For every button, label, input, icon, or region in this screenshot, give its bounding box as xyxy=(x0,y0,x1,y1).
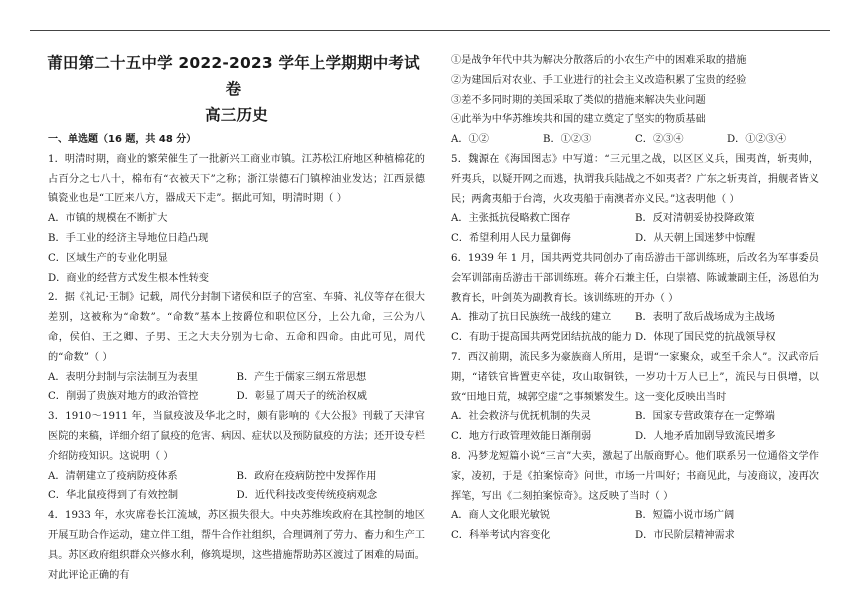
right-column xyxy=(451,51,819,546)
option-b: B．反对清朝妥协投降政策 xyxy=(635,213,755,225)
question-1 xyxy=(48,150,425,289)
question-4-continued xyxy=(451,51,819,150)
question-stem: 2．据《礼记·王制》记载，周代分封制下诸侯和臣子的宫室、车骑、礼仪等存在很大差别，这被称为“命数”。“命数”基本上按爵位和职位区分，上公九命，三公为八命，侯伯、王之卿、子男、王之大夫分别为七命、五命和四命。由此可见，周代的“命数”（ ） xyxy=(48,292,425,363)
options-row xyxy=(451,407,819,427)
question-2 xyxy=(48,288,425,407)
options-row xyxy=(451,328,819,348)
option-c: C．有助于提高国共两党团结抗战的能力 xyxy=(451,332,632,344)
question-stem: 4．1933 年，水灾席卷长江流域，苏区损失很大。中央苏维埃政府在其控制的地区开展互助合作运动，建立伴工组，帮牛合作社组织，合理调剂了劳力、畜力和生产工具。苏区政府组织群众兴修水利，修筑堤坝，这些措施帮助苏区渡过了困难的局面。对此评论正确的有 xyxy=(48,510,425,581)
option-c: C．区域生产的专业化明显 xyxy=(48,252,168,264)
option-d: D．人地矛盾加剧导致流民增多 xyxy=(635,431,776,443)
question-5 xyxy=(451,150,819,249)
option-d: D．市民阶层精神需求 xyxy=(635,530,735,542)
option-b: B．政府在疫病防控中发挥作用 xyxy=(236,470,377,482)
question-stem: 8．冯梦龙短篇小说“三言”大卖，激起了出版商野心。他们联系另一位通俗文学作家，凌初，于是《拍案惊奇》问世，市场一片叫好；书商见此，与凌商议，凌再次挥笔，写出《二刻拍案惊奇》。这反映了当时（ ） xyxy=(451,450,819,502)
option-b: B．产生于儒家三纲五常思想 xyxy=(236,371,367,383)
option-d: D．彰显了周天子的统治权威 xyxy=(236,391,367,403)
options-row xyxy=(48,467,425,487)
exam-subtitle: 高三历史 xyxy=(205,106,268,124)
statement-1: ①是战争年代中共为解决分散落后的小农生产中的困难采取的措施 xyxy=(451,55,747,66)
statement-2: ②为建国后对农业、手工业进行的社会主义改造积累了宝贵的经验 xyxy=(451,74,747,86)
option-a: A．商人文化眼光敏锐 xyxy=(451,510,551,522)
option-d: D．①②③④ xyxy=(727,134,787,146)
options-row xyxy=(451,526,819,546)
option-d: D．商业的经营方式发生根本性转变 xyxy=(48,272,209,284)
options-row xyxy=(48,368,425,388)
option-a: A．①② xyxy=(451,134,489,146)
option-a: A．市镇的规模在不断扩大 xyxy=(48,213,168,225)
option-b: B．手工业的经济主导地位日趋凸现 xyxy=(48,232,209,244)
option-d: D．近代科技改变传统疫病观念 xyxy=(236,490,378,502)
option-b: B．短篇小说市场广阔 xyxy=(635,510,735,522)
option-b: B．国家专营政策存在一定弊端 xyxy=(635,411,775,423)
question-stem: 3．1910～1911 年，当鼠疫波及华北之时，颇有影响的《大公报》刊载了天津官医院的来稿，详细介绍了鼠疫的危害、病因、症状以及预防鼠疫的方法；还开设专栏介绍防疫知识。这说明（ ） xyxy=(48,411,425,462)
exam-title: 莆田第二十五中学 2022-2023 学年上学期期中考试卷 xyxy=(47,54,420,98)
options-row xyxy=(451,209,819,229)
question-7 xyxy=(451,348,819,447)
question-stem: 5．魏源在《海国图志》中写道：“三元里之战，以区区义兵，围夷酋，斩夷帅，歼夷兵，以疑开网之而逃，执谓我兵陆战之不如夷者？广东之斩夷首，捐舰者皆义民；两禽夷船于台湾，火攻夷船于南澳者亦义民。”这表明他（ ） xyxy=(451,153,819,205)
option-d: D．从天朝上国迷梦中惊醒 xyxy=(635,233,756,245)
options-row xyxy=(48,486,425,506)
option-b: B．①②③ xyxy=(543,134,592,146)
options-row xyxy=(451,130,819,150)
option-a: A．表明分封制与宗法制互为表里 xyxy=(48,371,198,383)
options-row xyxy=(451,229,819,249)
option-a: A．主张抵抗侵略救亡图存 xyxy=(451,213,571,225)
section-heading: 一、单选题（16 题，共 48 分） xyxy=(48,134,197,145)
statement-4: ④此举为中华苏维埃共和国的建立奠定了坚实的物质基础 xyxy=(451,114,706,126)
question-6 xyxy=(451,249,819,348)
option-c: C．削弱了贵族对地方的政治管控 xyxy=(48,391,199,403)
question-stem: 6．1939 年 1 月，国共两党共同创办了南岳游击干部训练班，后改名为军事委员会军训部南岳游击干部训练班。蒋介石兼主任，白崇禧、陈诚兼副主任，汤恩伯为教育长，叶剑英为副教育长。该训练班的开办（ ） xyxy=(451,252,819,304)
option-d: D．体现了国民党的抗战领导权 xyxy=(635,332,776,344)
options-row xyxy=(451,506,819,526)
question-3 xyxy=(48,407,425,506)
option-c: C．科举考试内容变化 xyxy=(451,530,551,542)
option-c: C．希望利用人民力量御侮 xyxy=(451,233,571,245)
question-stem: 1．明清时期，商业的繁荣催生了一批新兴工商业市镇。江苏松江府地区种植棉花的占百分之七八十，棉布有“衣被天下”之称；浙江崇德石门镇榨油业发达；江西景德镇瓷业也是“工匠来八方，器成天下走”。据此可知，明清时期（ ） xyxy=(48,153,425,205)
option-a: A．推动了抗日民族统一战线的建立 xyxy=(451,312,612,324)
option-a: A．社会救济与优抚机制的失灵 xyxy=(451,411,591,423)
option-c: C．②③④ xyxy=(635,134,684,146)
option-c: C．华北鼠疫得到了有效控制 xyxy=(48,490,179,502)
option-b: B．表明了敌后战场成为主战场 xyxy=(635,312,775,324)
left-column xyxy=(48,50,425,585)
question-stem: 7．西汉前期，流民多为豪族商人所用，是谓“一家聚众，或至千余人”。汉武帝后期，“诸铁官皆置吏卒徒，攻山取铜铁，一岁功十万人已上”，流民与日俱增，以致“田地日荒，城郭空虚”之事频繁发生。这一变化反映出当时 xyxy=(451,351,819,403)
statement-3: ③差不多同时期的美国采取了类似的措施来解决失业问题 xyxy=(451,94,706,106)
options-row xyxy=(48,387,425,407)
question-4 xyxy=(48,506,425,585)
options-row xyxy=(451,427,819,447)
header-rule xyxy=(30,30,830,31)
question-8 xyxy=(451,447,819,546)
option-a: A．清朝建立了疫病防疫体系 xyxy=(48,470,178,482)
options-row xyxy=(451,308,819,328)
option-c: C．地方行政管理效能日渐削弱 xyxy=(451,431,592,443)
